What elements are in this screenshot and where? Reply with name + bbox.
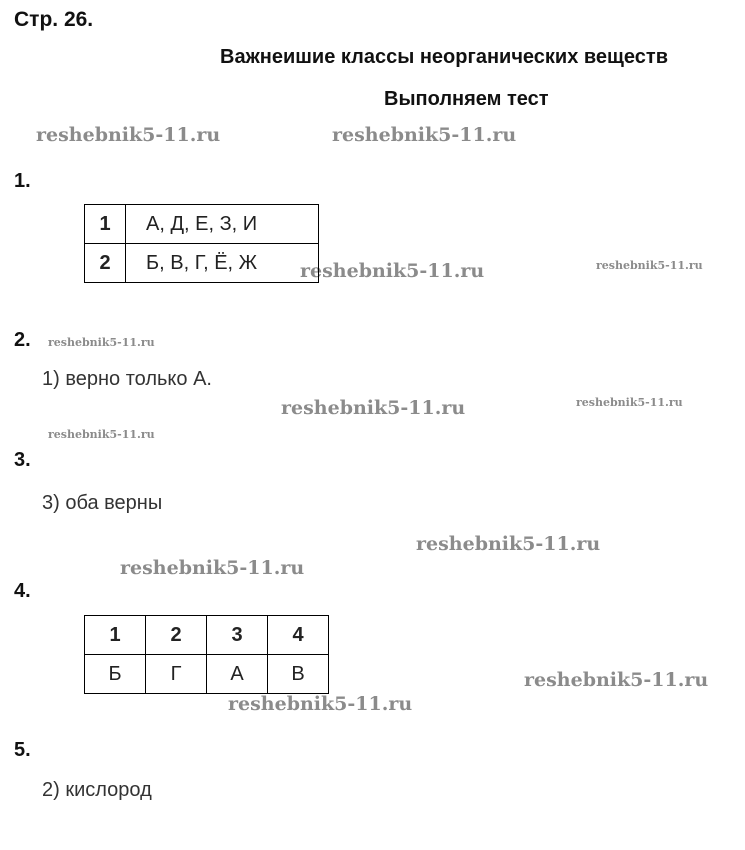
table-header-cell: 4 bbox=[268, 616, 329, 655]
table-row bbox=[85, 205, 319, 244]
table-cell-value: Б, В, Г, Ё, Ж bbox=[126, 244, 319, 283]
watermark: reshebnik5-11.ru bbox=[300, 260, 485, 282]
page-number: Стр. 26. bbox=[14, 8, 94, 31]
table-cell-value: Б bbox=[85, 655, 146, 694]
page-title: Важнеишие классы неорганических веществ bbox=[220, 46, 668, 68]
table-header-cell: 2 bbox=[146, 616, 207, 655]
watermark: reshebnik5-11.ru bbox=[228, 693, 413, 715]
watermark: reshebnik5-11.ru bbox=[596, 259, 703, 272]
question-5-answer: 2) кислород bbox=[42, 779, 152, 801]
table-cell-value: А, Д, Е, З, И bbox=[126, 205, 319, 244]
watermark: reshebnik5-11.ru bbox=[120, 557, 305, 579]
table-row bbox=[85, 616, 329, 655]
question-4-table bbox=[84, 615, 329, 694]
watermark: reshebnik5-11.ru bbox=[36, 124, 221, 146]
table-cell-num: 2 bbox=[85, 244, 126, 283]
table-row bbox=[85, 244, 319, 283]
watermark: reshebnik5-11.ru bbox=[416, 533, 601, 555]
watermark: reshebnik5-11.ru bbox=[281, 397, 466, 419]
table-cell-num: 1 bbox=[85, 205, 126, 244]
question-1-table bbox=[84, 204, 319, 283]
watermark: reshebnik5-11.ru bbox=[576, 396, 683, 409]
question-3-answer: 3) оба верны bbox=[42, 492, 163, 514]
watermark: reshebnik5-11.ru bbox=[48, 428, 155, 441]
table-cell-value: Г bbox=[146, 655, 207, 694]
table-row bbox=[85, 655, 329, 694]
page-subtitle: Выполняем тест bbox=[384, 88, 549, 110]
watermark: reshebnik5-11.ru bbox=[524, 669, 709, 691]
table-header-cell: 1 bbox=[85, 616, 146, 655]
table-cell-value: В bbox=[268, 655, 329, 694]
watermark: reshebnik5-11.ru bbox=[332, 124, 517, 146]
question-2-number: 2. bbox=[14, 329, 31, 351]
table-header-cell: 3 bbox=[207, 616, 268, 655]
table-cell-value: А bbox=[207, 655, 268, 694]
question-3-number: 3. bbox=[14, 449, 31, 471]
question-2-answer: 1) верно только А. bbox=[42, 368, 212, 390]
question-5-number: 5. bbox=[14, 739, 31, 761]
watermark: reshebnik5-11.ru bbox=[48, 336, 155, 349]
question-1-number: 1. bbox=[14, 170, 31, 192]
question-4-number: 4. bbox=[14, 580, 31, 602]
